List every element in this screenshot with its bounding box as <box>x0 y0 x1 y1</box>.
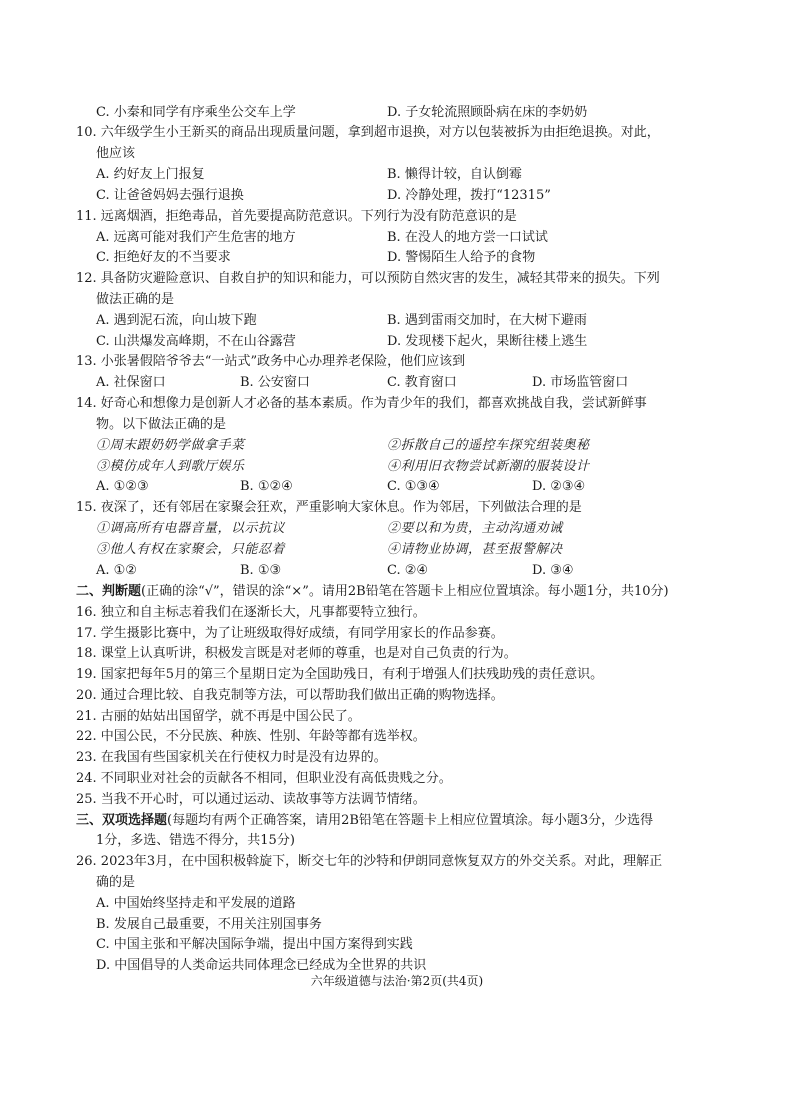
q10-stem: 10. 六年级学生小王新买的商品出现质量问题，拿到超市退换，对方以包装被拆为由拒绝退换。对此， <box>76 125 660 140</box>
judge-item-16: 16. 独立和自主标志着我们在逐渐长大，凡事都要特立独行。 <box>76 605 426 620</box>
q10-option-d: D. 冷静处理，拨打“12315” <box>387 188 551 203</box>
q11-option-a: A. 远离可能对我们产生危害的地方 <box>96 230 296 245</box>
q15-option-b: B. ①③ <box>240 563 282 578</box>
q14-item-2: ②拆散自己的遥控车探究组装奥秘 <box>387 438 590 453</box>
q13-option-b: B. 公安窗口 <box>240 375 310 390</box>
section-3-instructions: (每题均有两个正确答案，请用2B铅笔在答题卡上相应位置填涂。每小题3分，少选得 <box>167 813 654 828</box>
q26-option-c: C. 中国主张和平解决国际争端，提出中国方案得到实践 <box>96 937 413 952</box>
judge-item-23: 23. 在我国有些国家机关在行使权力时是没有边界的。 <box>76 750 387 765</box>
q26-option-b: B. 发展自己最重要，不用关注别国事务 <box>96 917 322 932</box>
q14-option-d: D. ②③④ <box>532 479 586 494</box>
q15-item-1: ①调高所有电器音量，以示抗议 <box>96 521 286 536</box>
q26-option-a: A. 中国始终坚持走和平发展的道路 <box>96 896 296 911</box>
q12-option-c: C. 山洪爆发高峰期，不在山谷露营 <box>96 334 296 349</box>
q10-option-a: A. 约好友上门报复 <box>96 167 205 182</box>
q15-option-a: A. ①② <box>96 563 137 578</box>
judge-item-17: 17. 学生摄影比赛中，为了让班级取得好成绩，有同学用家长的作品参赛。 <box>76 626 504 641</box>
judge-item-20: 20. 通过合理比较、自我克制等方法，可以帮助我们做出正确的购物选择。 <box>76 688 504 703</box>
section-2-header <box>76 582 669 602</box>
section-3-instructions-cont: 1分，多选、错选不得分，共15分) <box>96 833 295 848</box>
section-2-title: 二、判断题 <box>76 584 142 599</box>
q9-option-d: D. 子女轮流照顾卧病在床的李奶奶 <box>387 105 588 120</box>
q14-option-b: B. ①②④ <box>240 479 293 494</box>
section-3-header <box>76 811 653 831</box>
q13-stem: 13. 小张暑假陪爷爷去“一站式”政务中心办理养老保险，他们应该到 <box>76 354 466 369</box>
q26-stem: 26. 2023年3月，在中国积极斡旋下，断交七年的沙特和伊朗同意恢复双方的外交关系。对此，理解正 <box>76 854 663 869</box>
q12-option-d: D. 发现楼下起火，果断往楼上逃生 <box>387 334 588 349</box>
q14-item-3: ③模仿成年人到歌厅娱乐 <box>96 459 245 474</box>
q14-item-4: ④利用旧衣物尝试新潮的服装设计 <box>387 459 590 474</box>
q12-stem: 12. 具备防灾避险意识、自救自护的知识和能力，可以预防自然灾害的发生，减轻其带来的损失。下列 <box>76 271 660 286</box>
q11-option-b: B. 在没人的地方尝一口试试 <box>387 230 548 245</box>
q11-option-c: C. 拒绝好友的不当要求 <box>96 250 231 265</box>
q9-option-c: C. 小秦和同学有序乘坐公交车上学 <box>96 105 296 120</box>
q10-stem-cont: 他应该 <box>96 146 136 161</box>
judge-item-25: 25. 当我不开心时，可以通过运动、读故事等方法调节情绪。 <box>76 792 426 807</box>
q11-stem: 11. 远离烟酒，拒绝毒品，首先要提高防范意识。下列行为没有防范意识的是 <box>76 209 517 224</box>
judge-item-19: 19. 国家把每年5月的第三个星期日定为全国助残日，有利于增强人们扶残助残的责任意识。 <box>76 667 604 682</box>
q14-stem: 14. 好奇心和想像力是创新人才必备的基本素质。作为青少年的我们，都喜欢挑战自我，尝试新鲜事 <box>76 396 647 411</box>
judge-item-22: 22. 中国公民，不分民族、种族、性别、年龄等都有选举权。 <box>76 729 426 744</box>
q26-option-d: D. 中国倡导的人类命运共同体理念已经成为全世界的共识 <box>96 958 427 973</box>
q14-stem-cont: 物。以下做法正确的是 <box>96 417 227 432</box>
q12-option-a: A. 遇到泥石流，向山坡下跑 <box>96 313 257 328</box>
q15-item-2: ②要以和为贵，主动沟通劝诫 <box>387 521 563 536</box>
q13-option-d: D. 市场监管窗口 <box>532 375 629 390</box>
judge-item-24: 24. 不同职业对社会的贡献各不相同，但职业没有高低贵贱之分。 <box>76 771 452 786</box>
q15-item-4: ④请物业协调，甚至报警解决 <box>387 542 563 557</box>
judge-item-18: 18. 课堂上认真听讲，积极发言既是对老师的尊重，也是对自己负责的行为。 <box>76 646 517 661</box>
q13-option-c: C. 教育窗口 <box>387 375 457 390</box>
q10-option-b: B. 懒得计较，自认倒霉 <box>387 167 522 182</box>
q15-item-3: ③他人有权在家聚会，只能忍着 <box>96 542 286 557</box>
q14-item-1: ①周末跟奶奶学做拿手菜 <box>96 438 245 453</box>
q11-option-d: D. 警惕陌生人给予的食物 <box>387 250 536 265</box>
q26-stem-cont: 确的是 <box>96 875 136 890</box>
q13-option-a: A. 社保窗口 <box>96 375 166 390</box>
page-footer: 六年级道德与法治·第2页(共4页) <box>310 974 484 988</box>
q14-option-c: C. ①③④ <box>387 479 440 494</box>
q12-stem-cont: 做法正确的是 <box>96 292 175 307</box>
q15-option-c: C. ②④ <box>387 563 429 578</box>
section-2-instructions: (正确的涂“√”，错误的涂“×”。请用2B铅笔在答题卡上相应位置填涂。每小题1分，共10分) <box>141 584 669 599</box>
q10-option-c: C. 让爸爸妈妈去强行退换 <box>96 188 244 203</box>
section-3-title: 三、双项选择题 <box>76 813 168 828</box>
q14-option-a: A. ①②③ <box>96 479 149 494</box>
judge-item-21: 21. 古丽的姑姑出国留学，就不再是中国公民了。 <box>76 709 361 724</box>
q15-option-d: D. ③④ <box>532 563 574 578</box>
q15-stem: 15. 夜深了，还有邻居在家聚会狂欢，严重影响大家休息。作为邻居，下列做法合理的是 <box>76 500 582 515</box>
q12-option-b: B. 遇到雷雨交加时，在大树下避雨 <box>387 313 587 328</box>
